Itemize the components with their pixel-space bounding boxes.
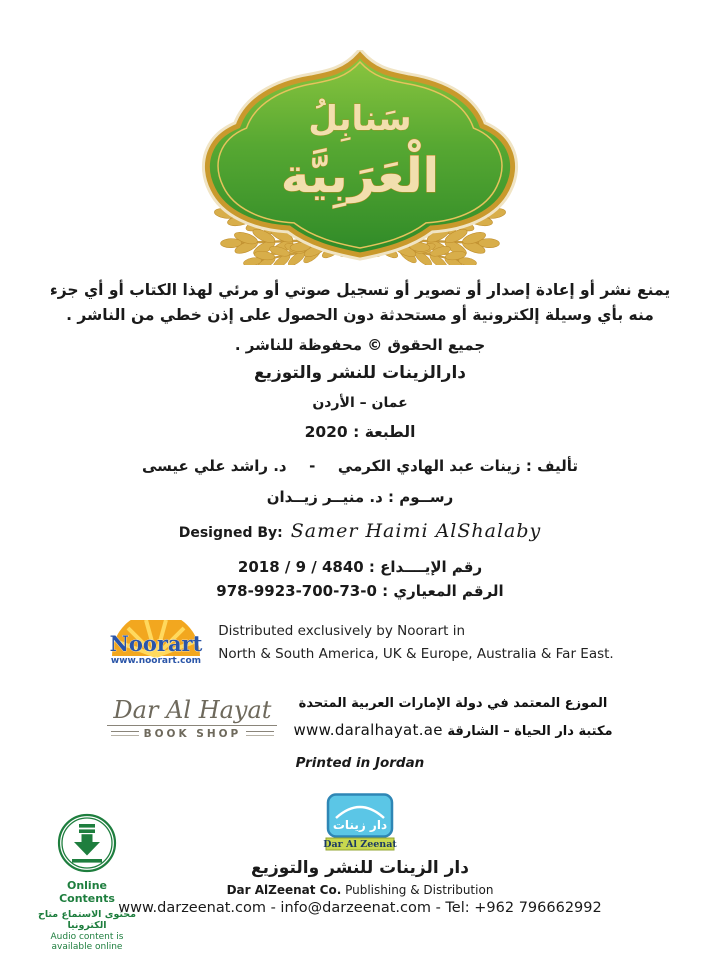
designed-by-row — [0, 520, 720, 542]
isbn-label: الرقم المعياري : — [382, 582, 504, 600]
daralhayat-script: Dar Al Hayat — [107, 696, 277, 726]
audio-note-english: Audio content is available online — [50, 932, 124, 952]
noorart-url: www.noorart.com — [111, 656, 202, 666]
publisher-location: عمان – الأردن — [312, 395, 408, 411]
darzeenat-banner-text: Dar Al Zeenat — [323, 839, 397, 850]
online-contents-badge — [32, 813, 142, 952]
daralhayat-branch-ar: مكتبة دار الحياة – الشارقة — [447, 724, 613, 739]
designed-by-label: Designed By: — [178, 525, 283, 541]
noorart-wordmark: Noorart — [109, 631, 203, 656]
sanabel-emblem-graphic — [175, 50, 545, 265]
decorative-line — [111, 731, 139, 736]
edition-line: الطبعة : 2020 — [304, 423, 416, 441]
emblem-title-main: الْعَرَبِيَّة — [280, 148, 440, 204]
isbn-value: 978-9923-700-73-0 — [216, 582, 377, 600]
uae-distributor-line: الموزع المعتمد في دولة الإمارات العربية المتحدة — [298, 696, 608, 711]
noorart-distribution-line1: Distributed exclusively by Noorart in — [218, 623, 466, 639]
authors-line: تأليف : زينات عبد الهادي الكرمي - د. راشد علي عيسى — [141, 457, 578, 475]
designer-signature: Samer Haimi AlShalaby — [290, 520, 542, 542]
noorart-distribution-line2: North & South America, UK & Europe, Australia & Far East. — [218, 646, 614, 662]
noorart-logo — [106, 620, 206, 666]
decorative-line — [246, 731, 274, 736]
daralhayat-bookshop — [107, 728, 277, 740]
copyright-line-1: يمنع نشر أو إعادة إصدار أو تصوير أو تسجيل صوتي أو مرئي لهذا الكتاب أو أي جزء — [49, 281, 671, 299]
darzeenat-name-en-rest: Publishing & Distribution — [341, 883, 494, 897]
illustrator-line: رســوم : د. منيــر زيــدان — [266, 488, 454, 506]
darzeenat-contact-line: www.darzeenat.com - info@darzeenat.com - Tel: +962 796662992 — [118, 900, 602, 916]
online-contents-label-line1: Online — [66, 879, 107, 892]
copyright-line-2: منه بأي وسيلة إلكترونية أو مستحدثة دون الحصول على إذن خطي من الناشر . — [66, 306, 654, 324]
daralhayat-distributor-row — [0, 690, 720, 745]
noorart-distributor-row — [0, 620, 720, 666]
daralhayat-url: www.daralhayat.ae — [293, 721, 443, 739]
darzeenat-logo-arabic: دار زينات — [332, 818, 388, 832]
daralhayat-logo — [107, 696, 277, 740]
darzeenat-logo — [322, 793, 398, 851]
publisher-name: دارالزينات للنشر والتوزيع — [253, 363, 467, 383]
printed-in-jordan: Printed in Jordan — [295, 755, 425, 771]
isbn-line — [0, 582, 720, 600]
darzeenat-name-en-bold: Dar AlZeenat Co. — [226, 883, 342, 897]
rights-reserved-line: جميع الحقوق © محفوظة للناشر . — [234, 336, 486, 354]
daralhayat-bookshop-label: BOOK SHOP — [143, 727, 242, 740]
noorart-distribution-text — [218, 620, 613, 666]
download-icon — [57, 813, 117, 873]
audio-note-arabic: محتوى الاستماع متاح الكترونيا — [37, 909, 137, 931]
online-contents-label-line2: Contents — [59, 892, 115, 905]
darzeenat-logo-graphic — [322, 793, 398, 851]
deposit-number-line: رقم الإيــــداع : 4840 / 9 / 2018 — [237, 558, 483, 576]
emblem-title-top: سَنابِلُ — [308, 99, 412, 139]
copyright-notice — [0, 278, 720, 328]
daralhayat-branch-line — [293, 717, 612, 745]
sanabel-emblem — [175, 50, 545, 265]
uae-distributor-text — [293, 690, 612, 745]
darzeenat-name-arabic: دار الزينات للنشر والتوزيع — [251, 858, 469, 878]
online-contents-label — [32, 879, 142, 905]
